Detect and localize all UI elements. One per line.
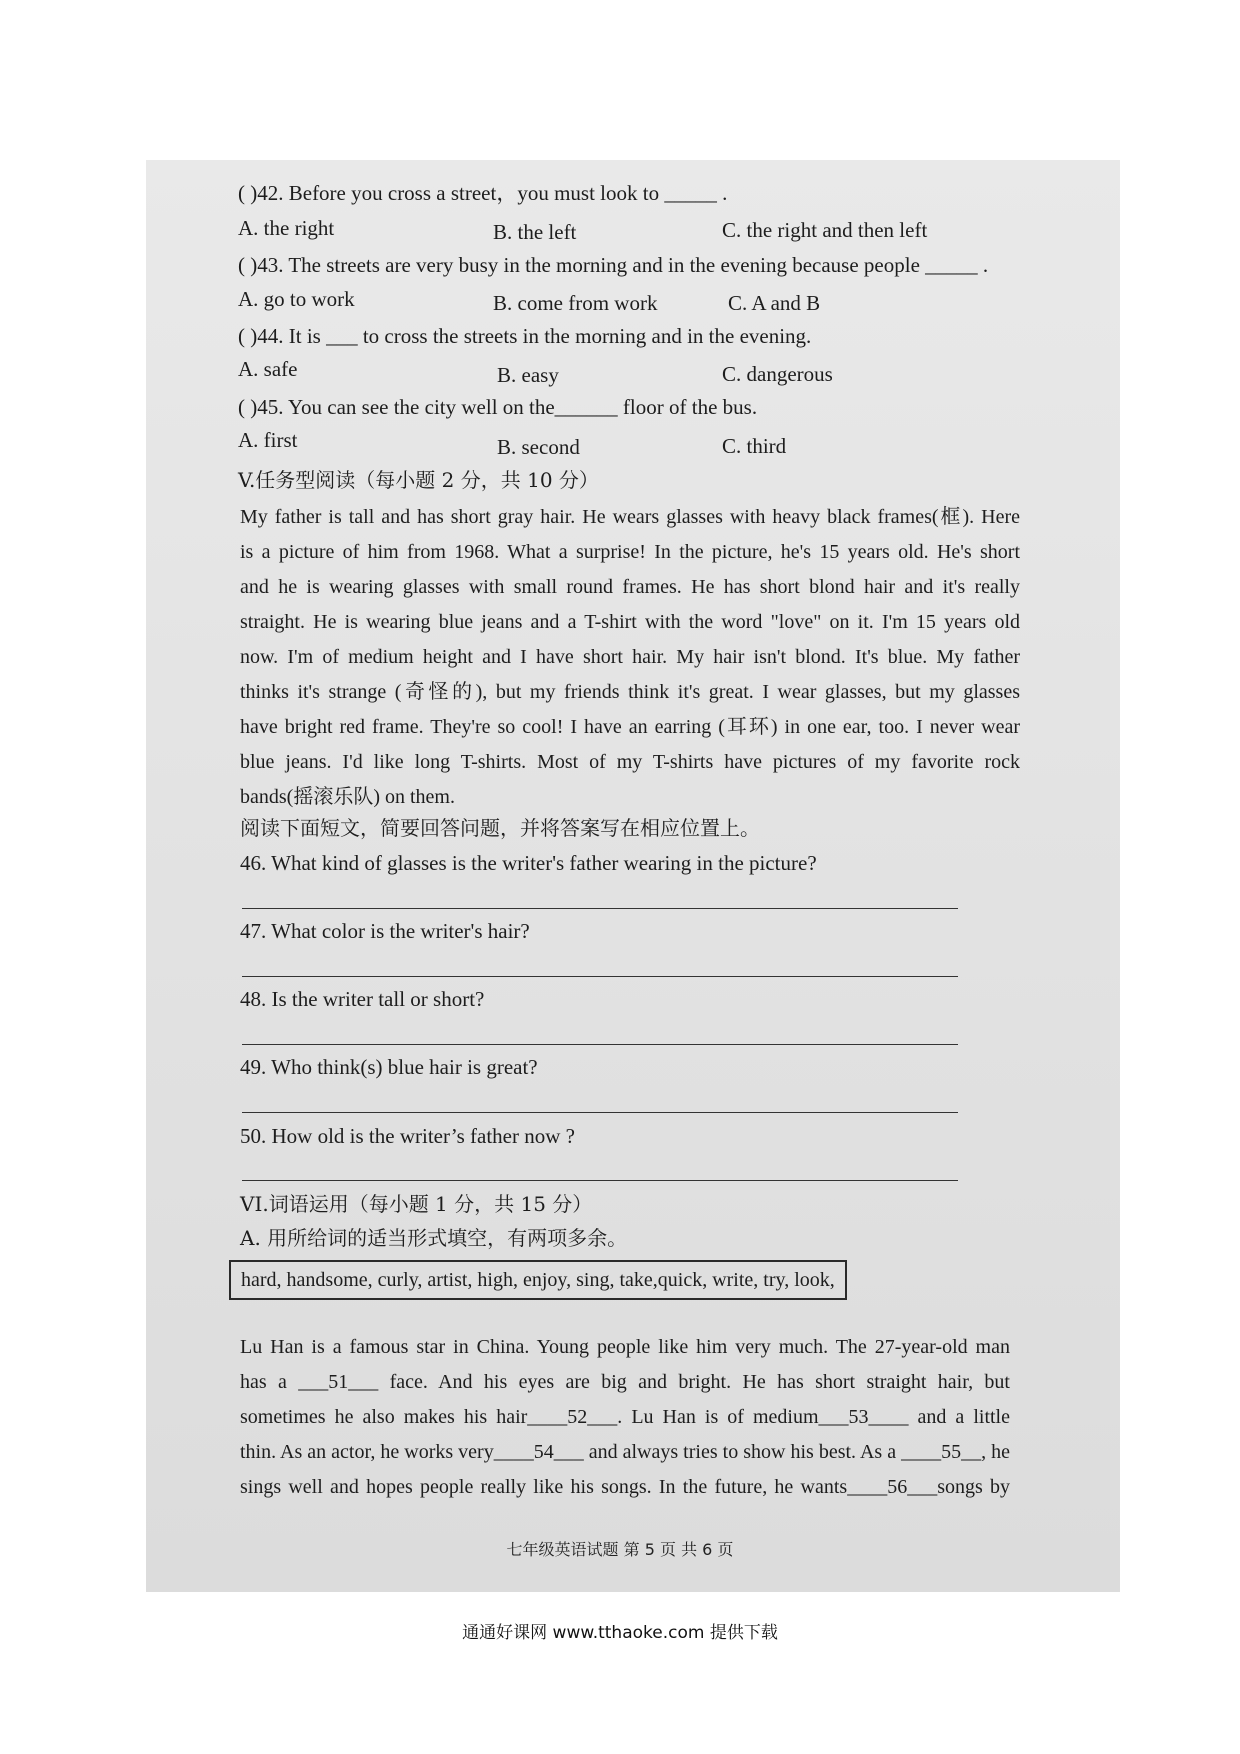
question-45-option-b: B. second	[497, 435, 580, 459]
question-42-option-a: A. the right	[238, 216, 335, 240]
section-6-heading: VI.词语运用（每小题 1 分，共 15 分）	[240, 1192, 593, 1216]
section-5-heading: V.任务型阅读（每小题 2 分，共 10 分）	[238, 468, 599, 492]
passage-line: straight. He is wearing blue jeans and a T-shirt with the word "love" on it. I'm 15 years old	[240, 611, 1020, 633]
question-43-option-a: A. go to work	[238, 287, 355, 311]
answer-line-46[interactable]	[242, 908, 958, 909]
passage-line: is a picture of him from 1968. What a surprise! In the picture, he's 15 years old. He's short	[240, 541, 1020, 563]
question-42-option-c: C. the right and then left	[722, 218, 928, 242]
question-45-stem: ( )45. You can see the city well on the______ floor of the bus.	[238, 395, 758, 419]
cloze-passage	[240, 1330, 1010, 1505]
reading-passage	[240, 500, 1020, 815]
question-43-option-c: C. A and B	[728, 291, 821, 315]
question-45-option-c: C. third	[722, 434, 787, 458]
question-42-stem: ( )42. Before you cross a street，you must look to _____ .	[238, 181, 728, 205]
question-42-option-b: B. the left	[493, 220, 577, 244]
question-50: 50. How old is the writer’s father now ?	[240, 1124, 575, 1148]
answer-line-48[interactable]	[242, 1044, 958, 1045]
question-48: 48. Is the writer tall or short?	[240, 987, 485, 1011]
question-44-option-b: B. easy	[497, 363, 559, 387]
question-49: 49. Who think(s) blue hair is great?	[240, 1055, 538, 1079]
question-45-option-a: A. first	[238, 428, 298, 452]
passage-line: My father is tall and has short gray hair. He wears glasses with heavy black frames(框). Here	[240, 506, 1020, 528]
cloze-line: has a ___51___ face. And his eyes are big and bright. He has short straight hair, but	[240, 1371, 1010, 1393]
question-43-option-b: B. come from work	[493, 291, 658, 315]
question-46: 46. What kind of glasses is the writer's father wearing in the picture?	[240, 851, 817, 875]
passage-line: now. I'm of medium height and I have short hair. My hair isn't blond. It's blue. My father	[240, 646, 1020, 668]
question-44-option-a: A. safe	[238, 357, 298, 381]
cloze-line: sings well and hopes people really like his songs. In the future, he wants____56___songs by	[240, 1476, 1010, 1498]
answer-line-49[interactable]	[242, 1112, 958, 1113]
section-6-instruction: A. 用所给词的适当形式填空，有两项多余。	[240, 1226, 628, 1250]
question-44-option-c: C. dangerous	[722, 362, 833, 386]
passage-line: and he is wearing glasses with small round frames. He has short blond hair and it's really	[240, 576, 1020, 598]
word-bank-box: hard, handsome, curly, artist, high, enjoy, sing, take,quick, write, try, look,	[229, 1260, 847, 1300]
passage-line: bands(摇滚乐队) on them.	[240, 786, 455, 808]
question-44-stem: ( )44. It is ___ to cross the streets in the morning and in the evening.	[238, 324, 812, 348]
cloze-line: sometimes he also makes his hair____52___. Lu Han is of medium___53____ and a little	[240, 1406, 1010, 1428]
question-47: 47. What color is the writer's hair?	[240, 919, 530, 943]
passage-line: have bright red frame. They're so cool! I have an earring (耳环) in one ear, too. I never wear	[240, 716, 1020, 738]
question-43-stem: ( )43. The streets are very busy in the morning and in the evening because people _____ .	[238, 253, 989, 277]
passage-line: blue jeans. I'd like long T-shirts. Most of my T-shirts have pictures of my favorite rock	[240, 751, 1020, 773]
reading-instruction: 阅读下面短文，简要回答问题，并将答案写在相应位置上。	[240, 816, 760, 840]
site-watermark: 通通好课网 www.tthaoke.com 提供下载	[462, 1623, 778, 1643]
passage-line: thinks it's strange (奇怪的), but my friends think it's great. I wear glasses, but my glasses	[240, 681, 1020, 703]
page-number: 七年级英语试题 第 5 页 共 6 页	[506, 1540, 734, 1559]
answer-line-50[interactable]	[242, 1180, 958, 1181]
cloze-line: thin. As an actor, he works very____54___ and always tries to show his best. As a ____55__, he	[240, 1441, 1010, 1463]
cloze-line: Lu Han is a famous star in China. Young people like him very much. The 27-year-old man	[240, 1336, 1010, 1358]
answer-line-47[interactable]	[242, 976, 958, 977]
